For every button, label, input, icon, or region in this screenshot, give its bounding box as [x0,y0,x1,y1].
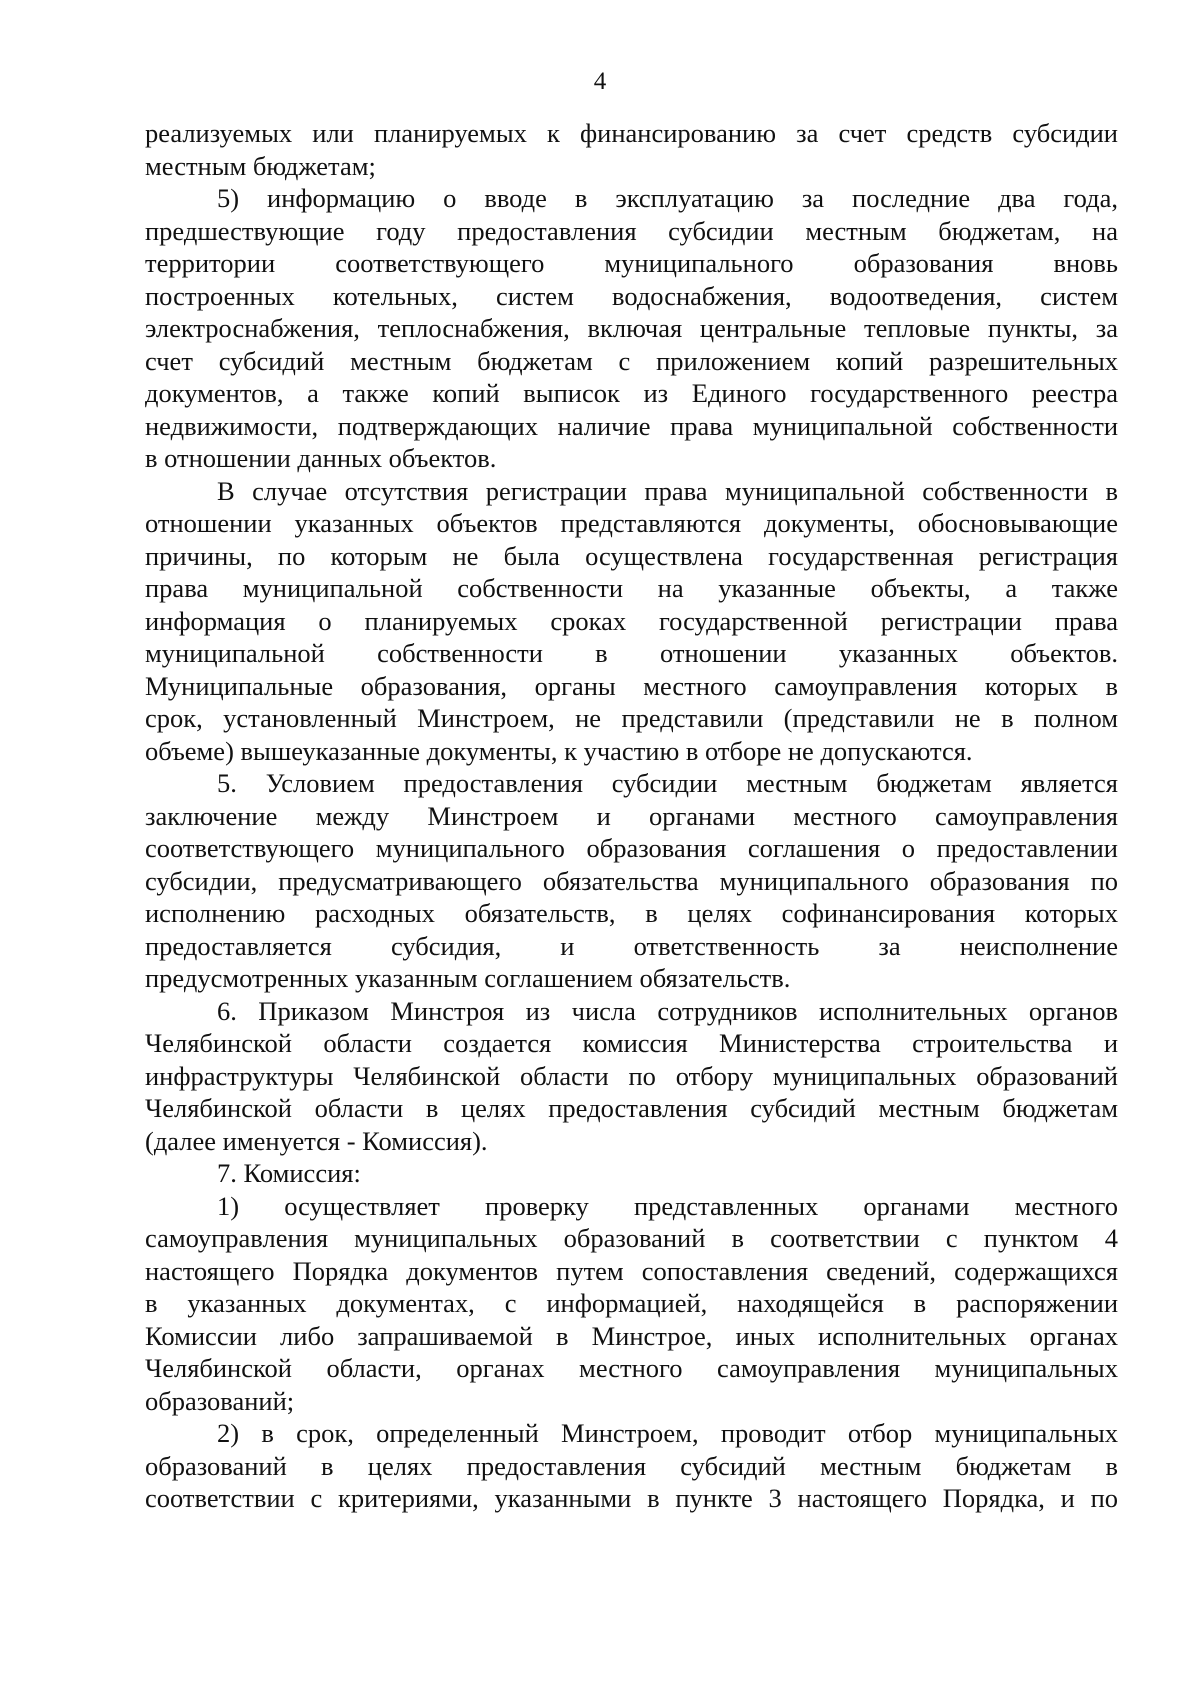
paragraph [145,1157,1118,1190]
text-line: образований в целях предоставления субсидий местным бюджетам в [145,1450,1118,1481]
text-line: 2) в срок, определенный Минстроем, проводит отбор муниципальных [217,1418,1118,1448]
text-line: соответствии с критериями, указанными в пункте 3 настоящего Порядка, и по [145,1483,1118,1513]
text-line: местным бюджетам; [145,150,376,181]
document-body [145,117,1118,1515]
text-line: настоящего Порядка документов путем сопоставления сведений, содержащихся [145,1255,1118,1286]
text-line: субсидии, предусматривающего обязательства муниципального образования по [145,865,1118,896]
text-line: причины, по которым не была осуществлена государственная регистрация [145,540,1118,571]
text-line: документов, а также копий выписок из Единого государственного реестра [145,378,1118,408]
text-line: объеме) вышеуказанные документы, к участию в отборе не допускаются. [145,735,973,766]
paragraph [145,767,1118,995]
text-line: 1) осуществляет проверку представленных органами местного [217,1190,1118,1221]
text-line: муниципальной собственности в отношении указанных объектов. [145,638,1118,668]
paragraph [145,117,1118,182]
text-line: построенных котельных, систем водоснабжения, водоотведения, систем [145,280,1118,311]
text-line: предусмотренных указанным соглашением обязательств. [145,963,791,993]
text-line: в указанных документах, с информацией, находящейся в распоряжении [145,1288,1118,1318]
text-line: информация о планируемых сроках государственной регистрации права [145,605,1118,636]
text-line: реализуемых или планируемых к финансированию за счет средств субсидии [145,118,1118,148]
text-line: Муниципальные образования, органы местного самоуправления которых в [145,670,1118,701]
text-line: права муниципальной собственности на указанные объекты, а также [145,573,1118,603]
text-line: соответствующего муниципального образования соглашения о предоставлении [145,833,1118,863]
text-line: отношении указанных объектов представляются документы, обосновывающие [145,508,1118,538]
text-line: 5) информацию о вводе в эксплуатацию за последние два года, [217,183,1118,213]
text-line: исполнению расходных обязательств, в целях софинансирования которых [145,898,1118,928]
text-line: В случае отсутствия регистрации права муниципальной собственности в [217,475,1118,506]
text-line: предоставляется субсидия, и ответственность за неисполнение [145,930,1118,961]
text-line: Челябинской области, органах местного самоуправления муниципальных [145,1353,1118,1383]
text-line: Челябинской области в целях предоставления субсидий местным бюджетам [145,1093,1118,1123]
text-line: в отношении данных объектов. [145,443,497,473]
text-line: электроснабжения, теплоснабжения, включая центральные тепловые пункты, за [145,313,1118,343]
paragraph [145,475,1118,768]
text-line: предшествующие году предоставления субсидии местным бюджетам, на [145,215,1118,246]
text-line: недвижимости, подтверждающих наличие права муниципальной собственности [145,410,1118,441]
paragraph [145,1190,1118,1418]
text-line: счет субсидий местным бюджетам с приложением копий разрешительных [145,345,1118,376]
text-line: 7. Комиссия: [217,1158,361,1188]
text-line: Комиссии либо запрашиваемой в Минстрое, иных исполнительных органах [145,1320,1118,1351]
paragraph [145,995,1118,1158]
text-line: образований; [145,1385,295,1416]
text-line: самоуправления муниципальных образований в соответствии с пунктом 4 [145,1223,1118,1253]
text-line: 5. Условием предоставления субсидии местным бюджетам является [217,768,1118,798]
text-line: 6. Приказом Минстроя из числа сотрудников исполнительных органов [217,995,1118,1026]
text-line: заключение между Минстроем и органами местного самоуправления [145,800,1118,831]
paragraph [145,182,1118,475]
paragraph [145,1417,1118,1515]
text-line: инфраструктуры Челябинской области по отбору муниципальных образований [145,1060,1118,1091]
text-line: территории соответствующего муниципального образования вновь [145,248,1118,278]
text-line: срок, установленный Минстроем, не представили (представили не в полном [145,703,1118,733]
text-line: (далее именуется - Комиссия). [145,1125,488,1156]
page-number: 4 [593,68,607,95]
text-line: Челябинской области создается комиссия Министерства строительства и [145,1028,1118,1058]
